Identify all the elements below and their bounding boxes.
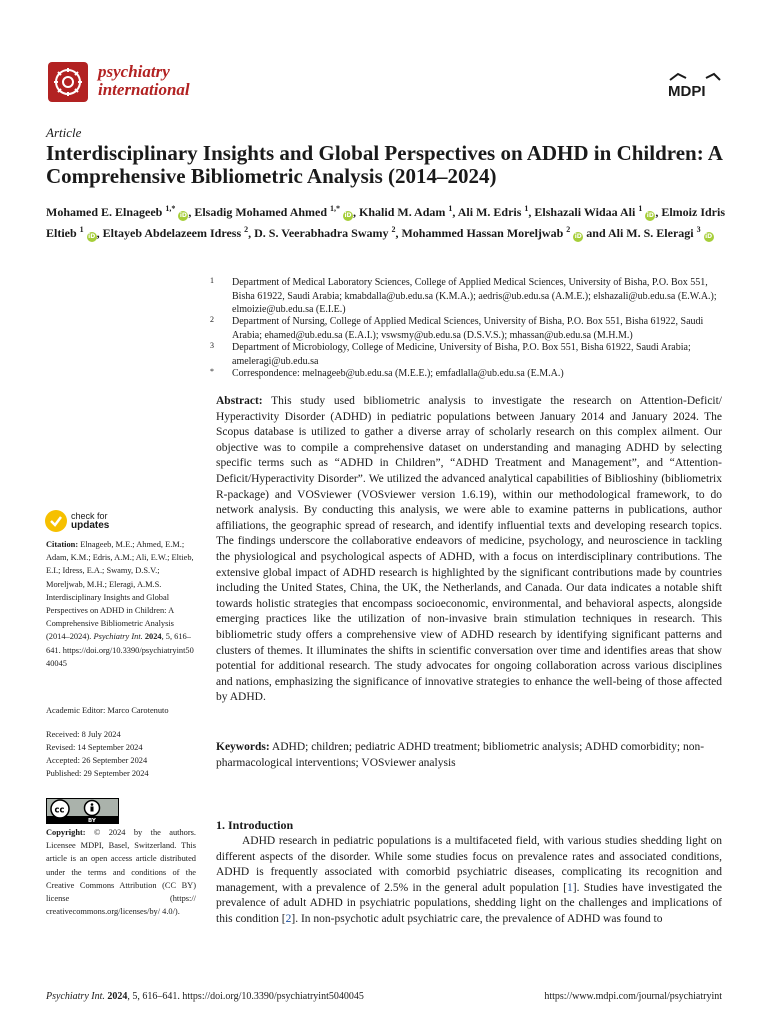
- orcid-icon[interactable]: iD: [705, 233, 713, 240]
- mdpi-logo-text: MDPI: [668, 83, 706, 100]
- footer-citation: [46, 991, 364, 1002]
- affiliation-number: *: [210, 367, 214, 376]
- introduction-paragraph: [216, 834, 722, 928]
- check-for-updates-link[interactable]: [71, 512, 109, 530]
- keywords-label: Keywords:: [216, 741, 270, 753]
- section-heading-introduction: 1. Introduction: [216, 818, 294, 832]
- author-name: Elshazali Widaa Ali: [534, 205, 639, 219]
- date-accepted: Accepted: 26 September 2024: [46, 756, 148, 765]
- author-name: Eltayeb Abdelazeem Idress: [102, 226, 245, 240]
- author-affiliation-sup: 1,*: [330, 204, 341, 213]
- author[interactable]: [103, 226, 248, 240]
- author-name: Mohammed Hassan Moreljwab: [401, 226, 567, 240]
- copyright-text: © 2024 by the authors. Licensee MDPI, Basel, Switzerland. This article is an open access article distributed under the terms and conditions of the Creative Commons Attribution (CC BY) license (https:// creativecommons.org/licenses/by/ 4.0/).: [46, 828, 197, 917]
- author-affiliation-sup: 2: [244, 225, 249, 234]
- abstract-label: Abstract:: [216, 395, 263, 407]
- affiliation-number: 2: [210, 315, 214, 324]
- author[interactable]: [401, 226, 583, 240]
- reference-link[interactable]: 2: [285, 912, 292, 925]
- mdpi-logo-icon: [666, 72, 722, 102]
- academic-editor: Academic Editor: Marco Carotenuto: [46, 706, 169, 715]
- journal-name-line2: international: [98, 80, 190, 99]
- citation-label: Citation:: [46, 540, 79, 549]
- abstract: [216, 394, 722, 706]
- affiliation-number: 3: [210, 341, 214, 350]
- author-affiliation-sup: 1: [524, 204, 529, 213]
- author[interactable]: [608, 226, 714, 240]
- reference-link[interactable]: 1: [567, 881, 573, 894]
- author-name: Elmoiz Idris Eltieb: [46, 205, 725, 240]
- author[interactable]: [194, 205, 353, 219]
- author-name: Mohamed E. Elnageeb: [46, 205, 166, 219]
- date-received: Received: 8 July 2024: [46, 730, 121, 739]
- affiliation-3: [210, 341, 726, 368]
- article-title: Interdisciplinary Insights and Global Perspectives on ADHD in Children: A Comprehensive Bibliometric Analysis (2014–2024): [46, 141, 722, 188]
- author-name: Elsadig Mohamed Ahmed: [194, 205, 331, 219]
- author[interactable]: [46, 205, 188, 219]
- copyright-block: [46, 826, 196, 918]
- affiliation-number: 1: [210, 276, 214, 285]
- author-affiliation-sup: 3: [696, 225, 701, 234]
- cc-by-label: BY: [88, 818, 96, 824]
- date-revised: Revised: 14 September 2024: [46, 743, 143, 752]
- affiliation-text: Department of Medical Laboratory Sciences, College of Applied Medical Sciences, University of Bisha, P.O. Box 551, Bisha 61922, Saudi Arabia; kmabdalla@ub.edu.sa (K.M.A.); aedris@ub.edu.sa (A.M.E.); elshazali@ub.edu.sa (E.W.A.); elmoizie@ub.edu.sa (E.I.E.): [232, 277, 717, 315]
- check-for-updates-icon[interactable]: [44, 509, 68, 533]
- author-affiliation-sup: 1: [448, 204, 453, 213]
- citation-doi-link[interactable]: https://doi.org/10.3390/psychiatryint5040045: [46, 645, 194, 668]
- author-name: Ali M. S. Eleragi: [607, 226, 697, 240]
- citation-volume-pages: , 5, 616–641.: [46, 632, 191, 655]
- article-type: Article: [46, 125, 82, 140]
- citation-journal: Psychiatry Int.: [93, 632, 143, 642]
- cc-by-license-icon[interactable]: [46, 798, 119, 824]
- author-name: Ali M. Edris: [457, 205, 525, 219]
- author[interactable]: [254, 226, 395, 240]
- author-list: Mohamed E. Elnageeb $^{1,*}$ iD, Elsadig Mohamed Ahmed $^{1,*}$ iD, Khalid M. Adam $^1$, Ali M. Edris $^1$, Elshazali Widaa Ali $^1$ iD, Elmoiz Idris Eltieb $^1$ iD, Eltayeb Abdelazeem Idress $^2$, D. S. Veerabhadra Swamy $^2$, Mohammed Hassan Moreljwab $^2$ iD and Ali M. S. Eleragi $^3$ iD: [46, 204, 725, 240]
- intro-text-2: ]. Studies have investigated the prevalence of adult ADHD in psychiatric populations, shedding light on the challenges and implications of this condition [: [216, 881, 722, 925]
- abstract-text: This study used bibliometric analysis to investigate the research on Attention-Deficit/ Hyperactivity Disorder (ADHD) in pediatric populations between January 2014 and January 2024. The Scopus database is utilized to gather a diverse array of scholarly research on this complex ailment. Our objective was to compile a comprehensive dataset on understanding and managing ADHD by selecting specific terms such as “ADHD in Children”, “ADHD Treatment and Management”, and “Attention-Deficit/Hyperactivity Disorder”. We utilized the advanced analytical capabilities of Biblioshiny (bibliometrix R-package) and VOSviewer (VOSviewer version 1.6.19), within our methodological framework, to do network analysis. By conducting this analysis, we were able to examine patterns in publications, author affiliations, the geographic spread of research, and identify influential texts and developing research topics. The findings underscore the collaborative endeavors of medicine, psychology, and neuroscience in tackling the physiological and psychological aspects of ADHD, with a focus on interdisciplinary contributions. The extensive global impact of ADHD research is highlighted by the significant contributions made by countries including the United States, China, the UK, the Netherlands, and Canada. Our data indicates a notable shift towards holistic strategies that encompass socioeconomic, environmental, and behavioral aspects, alongside emerging practices like the utilization of non-invasive brain stimulation techniques in research. This bibliometric study offers a comprehensive view of ADHD research by identifying significant patterns and clusters of themes. It illuminates the shifts in scientific conversation over time and identifies areas that show potential for additional research. The study advocates for ongoing collaboration across various disciplines and nations, emphasizing the significance of innovative strategies to enhance the well-being of those affected by ADHD.: [216, 395, 723, 704]
- author-name: D. S. Veerabhadra Swamy: [254, 226, 392, 240]
- journal-logo-icon: [46, 60, 90, 104]
- correspondence: [210, 367, 726, 381]
- orcid-icon[interactable]: iD: [179, 212, 187, 219]
- author-name: Khalid M. Adam: [359, 205, 449, 219]
- date-published: Published: 29 September 2024: [46, 769, 149, 778]
- keywords-text: ADHD; children; pediatric ADHD treatment; bibliometric analysis; ADHD comorbidity; non-pharmacological interventions; VOSviewer analysis: [216, 741, 705, 769]
- keywords: [216, 740, 722, 771]
- footer-journal: Psychiatry Int.: [46, 991, 105, 1002]
- affiliation-1: [210, 276, 726, 317]
- affiliation-2: [210, 315, 726, 342]
- footer-doi[interactable]: , 5, 616–641. https://doi.org/10.3390/psychiatryint5040045: [127, 991, 364, 1002]
- copyright-label: Copyright:: [46, 828, 86, 837]
- affiliation-text: Department of Nursing, College of Applied Medical Sciences, University of Bisha, P.O. Box 551, Bisha 61922, Saudi Arabia; ehamed@ub.edu.sa (E.A.I.); vswsmy@ub.edu.sa (D.S.V.S.); mhassan@ub.edu.sa (M.H.M.): [232, 316, 704, 341]
- check-for-updates-line2: updates: [71, 520, 110, 531]
- intro-text-3: ]. In non-psychotic adult psychiatric care, the prevalence of ADHD was found to: [291, 912, 663, 925]
- author-affiliation-sup: 2: [566, 225, 571, 234]
- correspondence-text: Correspondence: melnageeb@ub.edu.sa (M.E.E.); emfadlalla@ub.edu.sa (E.M.A.): [232, 368, 564, 379]
- author-affiliation-sup: 1,*: [165, 204, 176, 213]
- author[interactable]: [359, 205, 452, 219]
- citation-text: Elnageeb, M.E.; Ahmed, E.M.; Adam, K.M.; Edris, A.M.; Ali, E.W.; Eltieb, E.I.; Idress, E.A.; Swamy, D.S.V.; Moreljwab, M.H.; Eleragi, A.M.S. Interdisciplinary Insights and Global Perspectives on ADHD in Children: A Comprehensive Bibliometric Analysis (2014–2024).: [46, 540, 194, 642]
- intro-text-1: ADHD research in pediatric populations is a multifaceted field, with various studies shedding light on different aspects of the disorder. While some studies focus on prevalence rates and associated conditions, ADHD is frequently associated with comorbid psychiatric diseases, complicating its recognition and management, with a prevalence of 2.5% in the general adult population [: [216, 835, 722, 894]
- citation-year: 2024: [144, 632, 162, 642]
- check-for-updates-line1: check for: [71, 511, 108, 521]
- orcid-icon[interactable]: iD: [88, 233, 96, 240]
- author-affiliation-sup: 1: [638, 204, 643, 213]
- author[interactable]: [534, 205, 655, 219]
- author-affiliation-sup: 1: [79, 225, 84, 234]
- svg-text:cc: cc: [54, 805, 65, 816]
- footer-year: 2024: [107, 991, 128, 1002]
- citation-block: [46, 538, 196, 670]
- journal-name: [98, 63, 190, 99]
- orcid-icon[interactable]: iD: [344, 212, 352, 219]
- journal-name-line1: psychiatry: [98, 62, 170, 81]
- affiliation-text: Department of Microbiology, College of Medicine, University of Bisha, P.O. Box 551, Bisha 61922, Saudi Arabia; ameleragi@ub.edu.sa: [232, 342, 691, 367]
- author[interactable]: [458, 205, 529, 219]
- footer-journal-url[interactable]: https://www.mdpi.com/journal/psychiatryint: [544, 991, 722, 1002]
- orcid-icon[interactable]: iD: [574, 233, 582, 240]
- orcid-icon[interactable]: iD: [646, 212, 654, 219]
- author-affiliation-sup: 2: [391, 225, 396, 234]
